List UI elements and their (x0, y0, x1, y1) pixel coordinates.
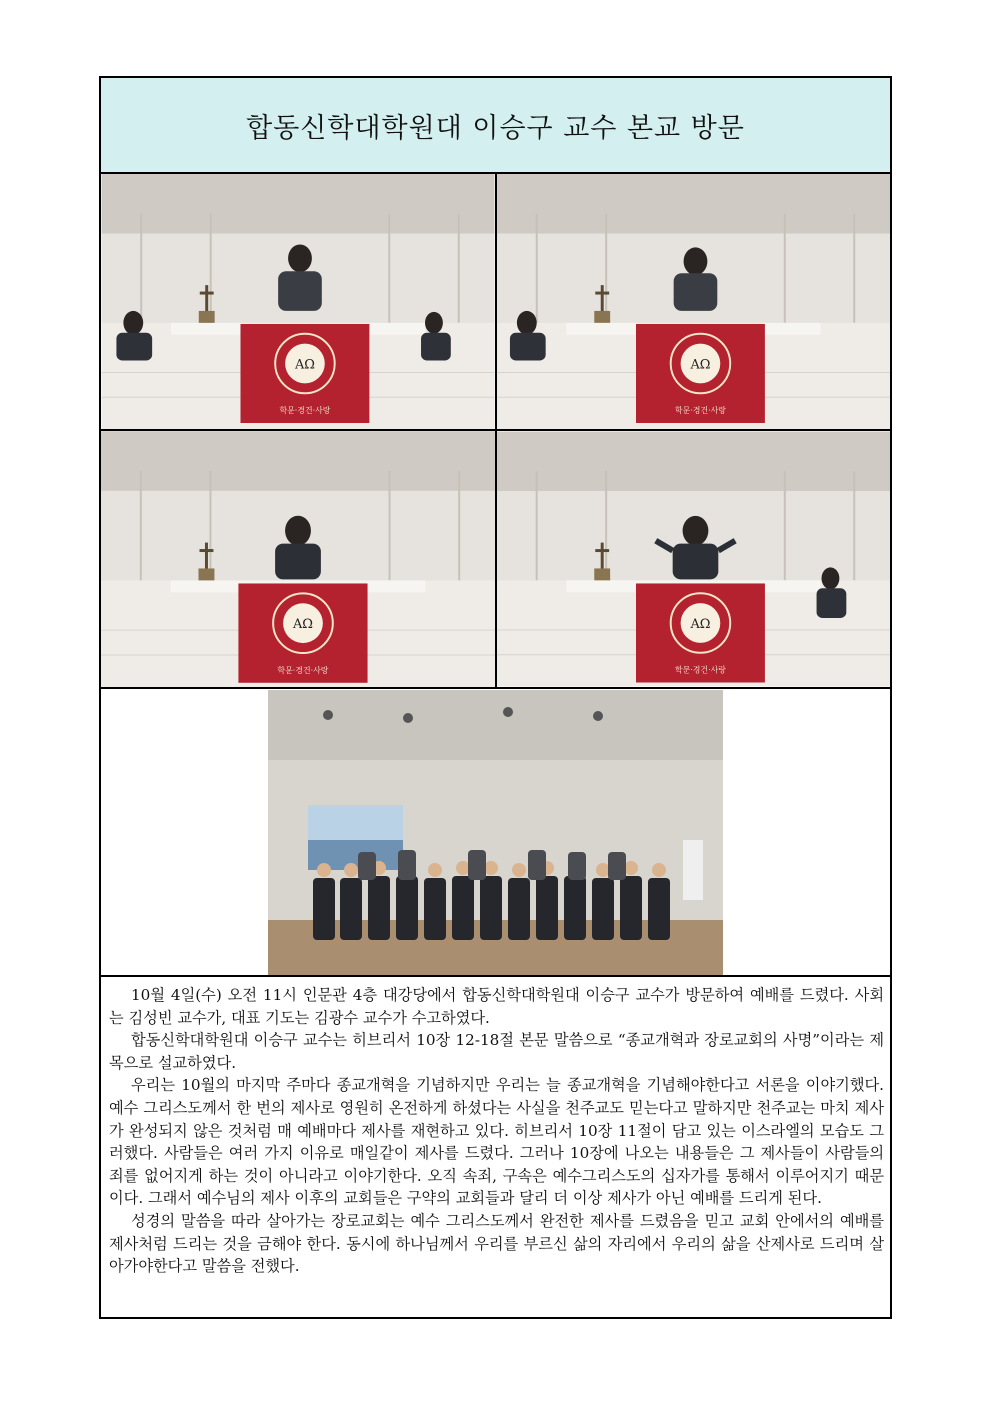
photo-sermon-3 (101, 431, 497, 689)
photo-sermon-4 (497, 431, 890, 689)
divider (101, 975, 890, 977)
article-body (109, 984, 884, 1278)
paragraph: 우리는 10월의 마지막 주마다 종교개혁을 기념하지만 우리는 늘 종교개혁을 기념해야한다고 서론을 이야기했다. 예수 그리스도께서 한 번의 제사로 영원히 온전하게 하셨다는 사실을 천주교도 믿는다고 말하지만 천주교는 마치 제사가 완성되지 않은 것처럼 매 예배마다 제사를 재현하고 있다. 히브리서 10장 11절이 담고 있는 이스라엘의 모습도 그러했다. 사람들은 여러 가지 이유로 매일같이 제사를 드렸다. 그러나 10장에 나오는 내용들은 그 제사들이 사람들의 죄를 없어지게 하는 것이 아니라고 이야기한다. 오직 속죄, 구속은 예수그리스도의 십자가를 통해서 이루어지기 때문이다. 그래서 예수님의 제사 이후의 교회들은 구약의 교회들과 달리 더 이상 제사가 아닌 예배를 드리게 된다. (109, 1076, 884, 1208)
page-title: 합동신학대학원대 이승구 교수 본교 방문 (246, 112, 745, 144)
photo-group (268, 690, 723, 975)
title-box (101, 78, 890, 174)
paragraph: 합동신학대학원대 이승구 교수는 히브리서 10장 12-18절 본문 말씀으로 “종교개혁과 장로교회의 사명”이라는 제목으로 설교하였다. (109, 1031, 884, 1072)
document-frame (99, 76, 892, 1319)
photo-sermon-2 (497, 174, 890, 431)
paragraph: 성경의 말씀을 따라 살아가는 장로교회는 예수 그리스도께서 완전한 제사를 드렸음을 믿고 교회 안에서의 예배를 제사처럼 드리는 것을 금해야 한다. 동시에 하나님께서 우리를 부르신 삶의 자리에서 우리의 삶을 산제사로 드리며 살아가야한다고 말씀을 전했다. (109, 1211, 884, 1276)
photo-sermon-1 (101, 174, 497, 431)
paragraph: 10월 4일(수) 오전 11시 인문관 4층 대강당에서 합동신학대학원대 이승구 교수가 방문하여 예배를 드렸다. 사회는 김성빈 교수가, 대표 기도는 김광수 교수가 수고하였다. (109, 986, 884, 1027)
